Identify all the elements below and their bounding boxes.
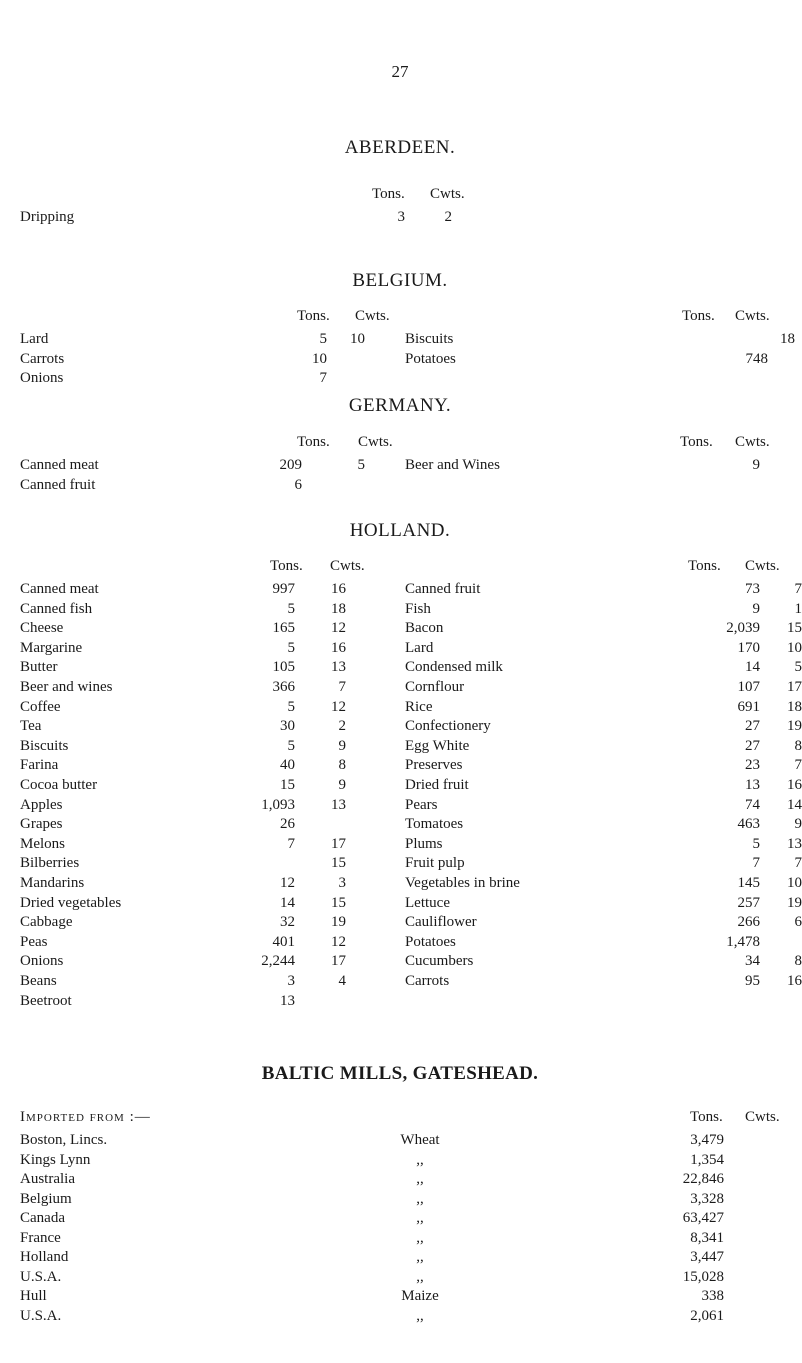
origin-place: U.S.A. [20,1268,62,1285]
right-tons-value: 1,478 [726,933,760,950]
right-item-name: Lard [405,639,434,656]
right-tons-value: 9 [752,600,760,617]
left-item-name: Biscuits [20,737,69,754]
tons-value: 2,061 [690,1307,724,1324]
cwts-value: 2 [444,209,452,225]
left-item-name: Beetroot [20,992,72,1009]
tons-value: 22,846 [682,1171,724,1187]
column-header-cwts: Cwts. [430,186,465,202]
left-item-name: Beans [20,973,57,989]
right-item-name: Condensed milk [405,659,503,676]
column-header-cwts: Cwts. [330,558,365,574]
right-tons-value: 95 [745,973,760,989]
left-item-name: Canned fruit [20,476,96,493]
left-cwts-value: 13 [331,796,346,813]
commodity: ,, [416,1171,424,1187]
left-tons-value: 10 [312,350,327,367]
right-item-name: Fruit pulp [405,855,465,872]
tons-value: 63,427 [682,1210,724,1226]
left-item-name: Farina [20,757,59,774]
left-item-name: Melons [20,835,65,852]
right-cwts-value: 10 [787,639,802,656]
right-item-name: Lettuce [405,894,450,911]
column-header-tons: Tons. [270,558,303,574]
left-item-name: Grapes [20,816,63,833]
right-item-name: Pears [405,796,438,813]
origin-place: France [20,1229,61,1246]
right-tons-value: 691 [737,698,760,715]
right-cwts-value: 18 [780,331,795,347]
right-tons-value: 14 [745,659,760,676]
left-item-name: Dried vegetables [20,894,122,911]
right-cwts-value: 1 [794,600,802,617]
left-cwts-value: 16 [331,581,346,597]
right-cwts-value: 9 [794,816,802,833]
commodity: ,, [416,1229,424,1246]
left-tons-value: 1,093 [261,796,295,813]
left-tons-value: 3 [287,973,295,989]
tons-value: 15,028 [682,1268,724,1285]
right-tons-value: 170 [737,639,760,656]
tons-value: 3,447 [690,1249,724,1265]
right-item-name: Preserves [405,757,463,774]
table-row [0,477,800,499]
right-item-name: Vegetables in brine [405,875,520,891]
table-row [0,1308,800,1330]
column-header-cwts: Cwts. [355,308,390,324]
origin-place: Australia [20,1171,75,1187]
left-item-name: Mandarins [20,875,85,891]
right-tons-value: 23 [745,757,760,774]
right-cwts-value: 7 [794,757,802,774]
right-tons-value: 463 [737,816,760,833]
right-cwts-value: 17 [787,679,802,695]
column-header-tons: Tons. [690,1109,723,1125]
left-cwts-value: 12 [331,933,346,950]
column-header-cwts: Cwts. [735,434,770,450]
column-header-tons: Tons. [297,434,330,450]
left-item-name: Canned fish [20,600,93,617]
commodity: Wheat [400,1132,440,1148]
left-cwts-value: 17 [331,953,346,970]
right-item-name: Plums [405,835,443,852]
left-cwts-value: 15 [331,894,346,911]
tons-value: 1,354 [690,1151,724,1168]
column-header-cwts: Cwts. [745,1109,780,1125]
tons-value: 3,479 [690,1132,724,1148]
right-item-name: Cucumbers [405,953,474,970]
left-tons-value: 6 [294,476,302,493]
left-item-name: Tea [20,718,42,735]
right-tons-value: 34 [745,953,760,970]
tons-value: 3,328 [690,1190,724,1207]
right-tons-value: 266 [737,914,760,931]
left-tons-value: 32 [280,914,295,931]
right-cwts-value: 7 [794,855,802,872]
left-cwts-value: 18 [331,600,346,617]
right-item-name: Carrots [405,973,450,989]
left-item-name: Canned meat [20,457,99,473]
left-tons-value: 366 [272,679,295,695]
left-tons-value: 5 [287,698,295,715]
right-cwts-value: 15 [787,620,802,637]
left-item-name: Onions [20,953,64,970]
right-tons-value: 73 [745,581,760,597]
left-tons-value: 30 [280,718,295,735]
item-name: Dripping [20,209,75,225]
left-item-name: Cheese [20,620,64,637]
table-row [0,993,800,1015]
left-cwts-value: 2 [338,718,346,735]
right-tons-value: 145 [737,875,760,891]
left-cwts-value: 9 [338,737,346,754]
left-item-name: Butter [20,659,58,676]
origin-place: Holland [20,1249,69,1265]
left-item-name: Coffee [20,698,61,715]
left-tons-value: 105 [272,659,295,676]
right-item-name: Fish [405,600,431,617]
left-item-name: Cocoa butter [20,777,98,793]
right-tons-value: 107 [737,679,760,695]
imported-from-label: Imported from :— [20,1109,151,1125]
right-tons-value: 27 [745,718,760,735]
commodity: ,, [416,1268,424,1285]
right-tons-value: 27 [745,737,760,754]
left-cwts-value: 13 [331,659,346,676]
commodity: Maize [401,1288,439,1304]
origin-place: Boston, Lincs. [20,1132,108,1148]
left-tons-value: 13 [280,992,295,1009]
table-row [0,370,800,392]
page-number: 27 [391,62,409,81]
right-item-name: Cauliflower [405,914,477,931]
left-tons-value: 5 [287,737,295,754]
origin-place: Kings Lynn [20,1151,91,1168]
commodity: ,, [416,1307,424,1324]
right-item-name: Potatoes [405,350,456,367]
column-header-cwts: Cwts. [745,558,780,574]
commodity: ,, [416,1151,424,1168]
left-cwts-value: 7 [338,679,346,695]
left-tons-value: 12 [280,875,295,891]
right-cwts-value: 14 [787,796,802,813]
left-cwts-value: 19 [331,914,346,931]
tons-value: 338 [701,1288,724,1304]
right-item-name: Dried fruit [405,777,469,793]
section-heading: BELGIUM. [352,270,448,291]
right-cwts-value: 16 [787,777,802,793]
right-item-name: Canned fruit [405,581,481,597]
left-cwts-value: 5 [357,457,365,473]
origin-place: U.S.A. [20,1307,62,1324]
left-cwts-value: 15 [331,855,346,872]
left-tons-value: 5 [287,600,295,617]
left-item-name: Canned meat [20,581,99,597]
right-cwts-value: 18 [787,698,802,715]
right-tons-value: 74 [745,796,760,813]
right-tons-value: 5 [752,835,760,852]
left-item-name: Margarine [20,639,83,656]
right-item-name: Bacon [405,620,444,637]
right-item-name: Egg White [405,737,470,754]
commodity: ,, [416,1249,424,1265]
left-item-name: Peas [20,933,48,950]
right-item-name: Beer and Wines [405,457,500,473]
left-tons-value: 7 [319,370,327,386]
left-cwts-value: 16 [331,639,346,656]
left-tons-value: 209 [279,457,302,473]
left-tons-value: 40 [280,757,295,774]
right-cwts-value: 19 [787,894,802,911]
left-tons-value: 5 [287,639,295,656]
right-cwts-value: 13 [787,835,802,852]
left-cwts-value: 4 [338,973,346,989]
tons-value: 8,341 [690,1229,724,1246]
left-tons-value: 401 [272,933,295,950]
column-header-tons: Tons. [688,558,721,574]
origin-place: Canada [20,1210,65,1226]
left-cwts-value: 12 [331,698,346,715]
left-cwts-value: 17 [331,835,346,852]
column-header-tons: Tons. [680,434,713,450]
section-heading: ABERDEEN. [344,137,456,158]
commodity: ,, [416,1190,424,1207]
right-item-name: Confectionery [405,718,491,735]
right-cwts-value: 7 [794,581,802,597]
right-cwts-value: 16 [787,973,802,989]
left-item-name: Carrots [20,350,65,367]
left-tons-value: 15 [280,777,295,793]
origin-place: Hull [20,1288,47,1304]
right-item-name: Potatoes [405,933,456,950]
left-tons-value: 2,244 [261,953,295,970]
left-item-name: Lard [20,331,49,347]
column-header-tons: Tons. [372,186,405,202]
right-item-name: Biscuits [405,331,454,347]
section-heading: GERMANY. [348,395,452,416]
right-cwts-value: 19 [787,718,802,735]
right-item-name: Cornflour [405,679,465,695]
section-heading: HOLLAND. [349,520,451,541]
left-item-name: Onions [20,370,64,386]
table-row [0,209,800,231]
section-heading: BALTIC MILLS, GATESHEAD. [261,1063,539,1084]
right-tons-value: 748 [745,350,768,367]
right-cwts-value: 8 [794,953,802,970]
left-cwts-value: 8 [338,757,346,774]
right-tons-value: 9 [752,457,760,473]
right-tons-value: 13 [745,777,760,793]
column-header-cwts: Cwts. [735,308,770,324]
left-item-name: Apples [20,796,63,813]
right-cwts-value: 6 [794,914,802,931]
right-item-name: Rice [405,698,433,715]
left-tons-value: 165 [272,620,295,637]
left-item-name: Beer and wines [20,679,113,695]
commodity: ,, [416,1210,424,1226]
left-cwts-value: 12 [331,620,346,637]
column-header-tons: Tons. [682,308,715,324]
right-tons-value: 257 [737,894,760,911]
left-tons-value: 997 [272,581,295,597]
right-cwts-value: 10 [787,875,802,891]
left-cwts-value: 9 [338,777,346,793]
left-cwts-value: 3 [338,875,346,891]
left-cwts-value: 10 [350,331,365,347]
column-header-cwts: Cwts. [358,434,393,450]
left-tons-value: 5 [319,331,327,347]
tons-value: 3 [397,209,405,225]
left-item-name: Cabbage [20,914,73,931]
left-tons-value: 26 [280,816,295,833]
right-tons-value: 2,039 [726,620,760,637]
left-tons-value: 7 [287,835,295,852]
right-cwts-value: 8 [794,737,802,754]
origin-place: Belgium [20,1190,72,1207]
column-header-tons: Tons. [297,308,330,324]
left-item-name: Bilberries [20,855,80,872]
right-tons-value: 7 [752,855,760,872]
left-tons-value: 14 [280,894,295,911]
right-item-name: Tomatoes [405,816,464,833]
right-cwts-value: 5 [794,659,802,676]
